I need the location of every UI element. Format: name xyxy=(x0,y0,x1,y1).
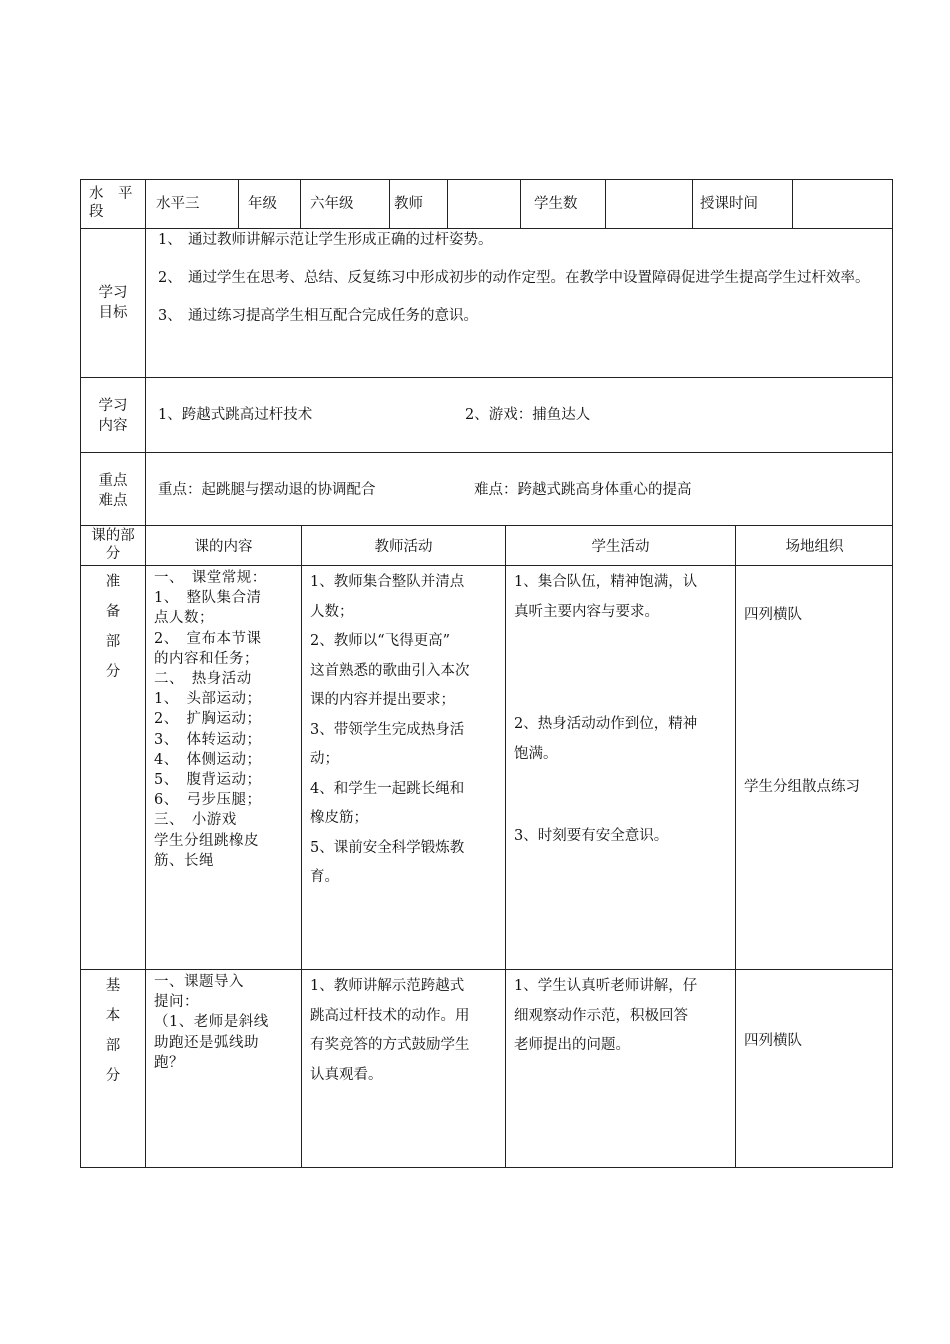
teacher-label: 教师 xyxy=(394,196,423,212)
students-label: 学生数 xyxy=(534,196,578,212)
prep-content: 一、 课堂常规： 1、 整队集合清 点人数； 2、 宣布本节课 的内容和任务； 二、 热身活动 1、 头部运动； 2、 扩胸运动； 3、 体转运动； 4、 体侧运动； 5、 腹背运动； 6、 弓步压腿； 三、 小游戏 学生分组跳橡皮 筋、长绳 xyxy=(154,570,267,869)
basic-teacher-activity: 1、教师讲解示范跨越式 跳高过杆技术的动作。用 有奖竞答的方式鼓励学生 认真观看。 xyxy=(310,978,470,1083)
col-venue: 场地组织 xyxy=(785,539,844,555)
difficult-point: 难点：跨越式跳高身体重心的提高 xyxy=(474,482,692,498)
col-teacher: 教师活动 xyxy=(374,539,433,555)
prep-student-activity-1: 1、集合队伍，精神饱满，认 真听主要内容与要求。 xyxy=(514,574,698,620)
grade-label: 年级 xyxy=(248,196,277,212)
col-part: 课的部分 xyxy=(91,528,135,562)
lesson-plan-table xyxy=(80,179,893,1168)
level-label: 水 平段 xyxy=(89,186,133,220)
basic-student-activity: 1、学生认真听老师讲解，仔 细观察动作示范，积极回答 老师提出的问题。 xyxy=(514,978,698,1053)
grade-value: 六年级 xyxy=(310,196,354,212)
col-student: 学生活动 xyxy=(591,539,650,555)
objectives-list xyxy=(158,230,886,326)
prep-teacher-activity: 1、教师集合整队并清点 人数； 2、教师以“飞得更高” 这首熟悉的歌曲引入本次 课的内容并提出要求； 3、带领学生完成热身活 动； 4、和学生一起跳长绳和 橡皮筋； 5、课前安全科学锻炼教 育。 xyxy=(310,574,470,885)
objective-item: 2、 通过学生在思考、总结、反复练习中形成初步的动作定型。在教学中设置障碍促进学生提高学生过杆效率。 xyxy=(158,270,870,286)
key-point: 重点：起跳腿与摆动退的协调配合 xyxy=(158,482,376,498)
basic-part-label: 基 本 部 分 xyxy=(105,978,121,1084)
prep-student-activity-3: 3、时刻要有安全意识。 xyxy=(514,828,669,844)
content-label: 学习内容 xyxy=(98,398,128,434)
content-item-1: 1、跨越式跳高过杆技术 xyxy=(158,407,313,423)
objectives-label: 学习目标 xyxy=(98,285,128,321)
objective-item: 1、 通过教师讲解示范让学生形成正确的过杆姿势。 xyxy=(158,232,493,248)
prep-venue-1: 四列横队 xyxy=(744,607,802,623)
objective-item: 3、 通过练习提高学生相互配合完成任务的意识。 xyxy=(158,308,478,324)
prep-student-activity-2: 2、热身活动动作到位，精神 饱满。 xyxy=(514,716,698,762)
keypoints-label: 重点难点 xyxy=(98,473,128,509)
prep-part-label: 准 备 部 分 xyxy=(105,574,121,680)
basic-venue: 四列横队 xyxy=(744,1033,802,1049)
col-content: 课的内容 xyxy=(194,539,253,555)
content-item-2: 2、游戏：捕鱼达人 xyxy=(465,407,591,423)
prep-venue-2: 学生分组散点练习 xyxy=(744,779,860,795)
time-label: 授课时间 xyxy=(700,196,758,212)
level-value: 水平三 xyxy=(156,196,200,212)
basic-content: 一、课题导入 提问： （1、老师是斜线 助跑还是弧线助 跑？ xyxy=(154,974,269,1071)
